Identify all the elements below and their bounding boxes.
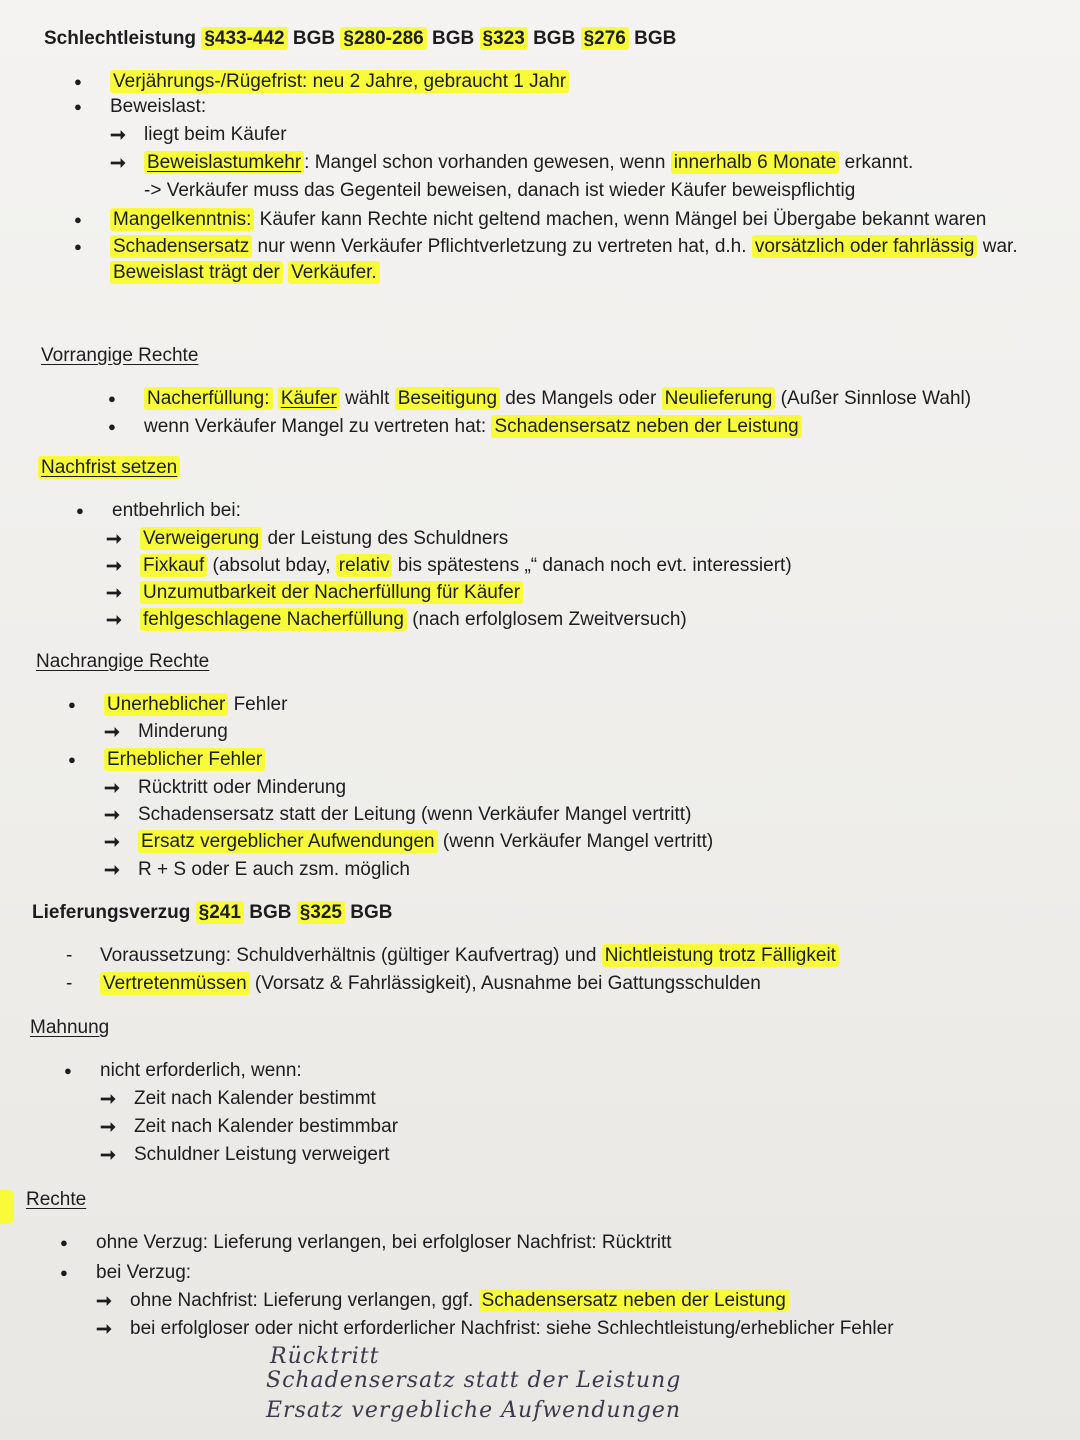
text: Schadensersatz [110, 235, 252, 258]
text: Schuldner Leistung verweigert [134, 1144, 390, 1165]
text: nicht erforderlich, wenn: [100, 1060, 302, 1081]
ref: §433-442 [201, 27, 287, 50]
text: entbehrlich bei: [112, 500, 241, 521]
text: Verkäufer. [288, 261, 380, 284]
text: Fixkauf [140, 554, 207, 577]
text: erkannt. [839, 152, 914, 173]
text: relativ [336, 554, 393, 577]
section-title-schlechtleistung [44, 28, 676, 50]
title-text: Schlechtleistung [44, 28, 197, 49]
list-item [96, 1262, 191, 1284]
list-item [134, 1144, 390, 1166]
ref: §323 [480, 27, 528, 50]
text: liegt beim Käufer [144, 124, 287, 145]
ref: §241 [196, 901, 244, 924]
list-item [100, 1060, 302, 1082]
list-item [140, 582, 523, 604]
list-item [140, 555, 792, 577]
text: Zeit nach Kalender bestimmt [134, 1088, 376, 1109]
text: nur wenn Verkäufer Pflichtverletzung zu vertreten hat, d.h. [252, 236, 752, 257]
text: Mangelkenntnis: [110, 208, 254, 231]
text: Beweislast: [110, 96, 207, 117]
text: Beweislastumkehr [144, 151, 304, 174]
list-item [144, 152, 913, 174]
list-item [110, 236, 1018, 258]
list-item [130, 1318, 894, 1340]
handwritten-note: Rücktritt [270, 1344, 380, 1369]
list-item [96, 1232, 672, 1254]
text: ohne Nachfrist: Lieferung verlangen, ggf. [130, 1290, 479, 1311]
list-item [134, 1116, 398, 1138]
ref: §280-286 [340, 27, 426, 50]
text: wenn Verkäufer Mangel zu vertreten hat: [144, 416, 492, 437]
ref: §276 [581, 27, 629, 50]
text: Voraussetzung: Schuldverhältnis (gültiger Kaufvertrag) und [100, 945, 602, 966]
text: : Mangel schon vorhanden gewesen, wenn [304, 152, 671, 173]
list-item [144, 388, 971, 410]
text: Beseitigung [395, 387, 500, 410]
list-item [100, 973, 761, 995]
handwritten-note: Ersatz vergebliche Aufwendungen [266, 1398, 682, 1423]
ref: BGB [533, 28, 576, 49]
section-title-lieferungsverzug [32, 902, 393, 924]
text: Erheblicher Fehler [104, 748, 265, 771]
text: Nichtleistung trotz Fälligkeit [602, 944, 839, 967]
text: Verjährungs-/Rügefrist: neu 2 Jahre, gebraucht 1 Jahr [110, 70, 569, 93]
text: Schadensersatz neben der Leistung [479, 1289, 789, 1312]
section-title-nachfrist [38, 457, 180, 479]
ref: BGB [350, 902, 393, 923]
list-item [110, 96, 206, 118]
text: Vertretenmüssen [100, 972, 250, 995]
list-item [100, 945, 839, 967]
ref: BGB [249, 902, 292, 923]
list-item [130, 1290, 789, 1312]
text: des Mangels oder [500, 388, 662, 409]
text: bei Verzug: [96, 1262, 192, 1283]
text: bis spätestens „“ danach noch evt. interessiert) [392, 555, 792, 576]
text: Ersatz vergeblicher Aufwendungen [138, 830, 438, 853]
text: Nachfrist setzen [38, 456, 180, 479]
text: bei erfolgloser oder nicht erforderlicher Nachfrist: siehe Schlechtleistung/erheblicher Fehler [130, 1318, 894, 1339]
list-item [110, 71, 569, 93]
list-item [138, 859, 410, 881]
list-item [144, 180, 855, 202]
text: Fehler [228, 694, 288, 715]
text: R + S oder E auch zsm. möglich [138, 859, 410, 880]
text: (Außer Sinnlose Wahl) [775, 388, 972, 409]
text: fehlgeschlagene Nacherfüllung [140, 608, 407, 631]
list-item [140, 528, 508, 550]
list-item [138, 777, 346, 799]
list-item [134, 1088, 376, 1110]
list-item [104, 749, 265, 771]
list-item [110, 209, 986, 231]
text: Neulieferung [662, 387, 776, 410]
text: (wenn Verkäufer Mangel vertritt) [437, 831, 714, 852]
title-text: Lieferungsverzug [32, 902, 191, 923]
list-item [112, 500, 241, 522]
ref: §325 [297, 901, 345, 924]
text: -> Verkäufer muss das Gegenteil beweisen, danach ist wieder Käufer beweispflichtig [144, 180, 856, 201]
section-title-rechte: Rechte [26, 1189, 87, 1210]
list-item [138, 804, 691, 826]
text: Käufer [278, 387, 340, 410]
list-item [144, 124, 287, 146]
section-title-vorrangig: Vorrangige Rechte [41, 345, 199, 366]
text: ohne Verzug: Lieferung verlangen, bei erfolgloser Nachfrist: Rücktritt [96, 1232, 672, 1253]
list-item [140, 609, 687, 631]
text: (absolut bday, [207, 555, 336, 576]
text: (Vorsatz & Fahrlässigkeit), Ausnahme bei Gattungsschulden [249, 973, 761, 994]
text: Unerheblicher [104, 693, 228, 716]
text: vorsätzlich oder fahrlässig [752, 235, 978, 258]
text: Schadensersatz neben der Leistung [491, 415, 801, 438]
text: Verweigerung [140, 527, 262, 550]
text: (nach erfolglosem Zweitversuch) [406, 609, 687, 630]
section-title-mahnung: Mahnung [30, 1017, 110, 1038]
text: wählt [339, 388, 395, 409]
handwritten-note: Schadensersatz statt der Leistung [266, 1368, 682, 1393]
ref: BGB [634, 28, 677, 49]
text: Nacherfüllung: [144, 387, 273, 410]
list-item [110, 262, 380, 284]
text: Käufer kann Rechte nicht geltend machen, wenn Mängel bei Übergabe bekannt waren [254, 209, 987, 230]
text: Beweislast trägt der [110, 261, 283, 284]
text: Rücktritt oder Minderung [138, 777, 347, 798]
list-item [138, 831, 713, 853]
text: der Leistung des Schuldners [262, 528, 509, 549]
ref: BGB [292, 28, 336, 49]
list-item [104, 694, 287, 716]
text: Unzumutbarkeit der Nacherfüllung für Käufer [140, 581, 523, 604]
section-title-nachrangig: Nachrangige Rechte [36, 651, 210, 672]
text: Schadensersatz statt der Leitung (wenn Verkäufer Mangel vertritt) [138, 804, 692, 825]
text: Minderung [138, 721, 228, 742]
list-item [144, 416, 802, 438]
list-item [138, 721, 228, 743]
text: Zeit nach Kalender bestimmbar [134, 1116, 399, 1137]
highlight-mark [0, 1190, 14, 1224]
text: innerhalb 6 Monate [671, 151, 840, 174]
ref: BGB [431, 28, 475, 49]
text: war. [977, 236, 1018, 257]
